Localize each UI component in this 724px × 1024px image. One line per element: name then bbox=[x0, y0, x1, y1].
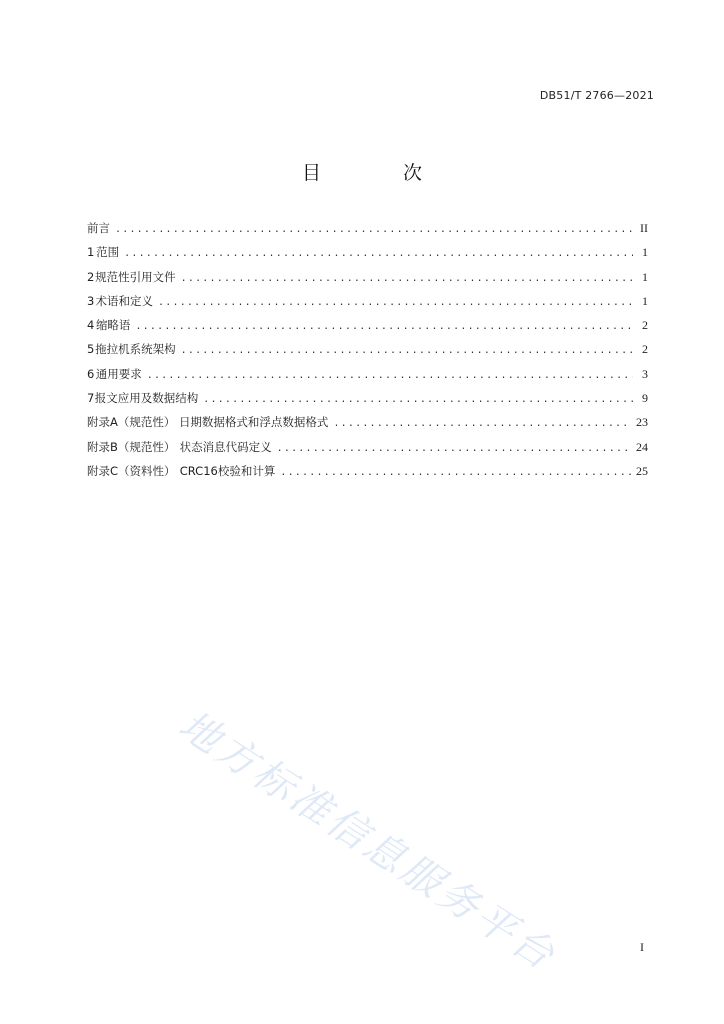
toc-entry-label: 前言 bbox=[87, 221, 110, 235]
toc-dot-leader bbox=[115, 224, 633, 235]
toc-entry-architecture[interactable] bbox=[87, 341, 648, 365]
toc-entry-label: 规范性引用文件 bbox=[95, 269, 176, 284]
toc-entry-page: 1 bbox=[642, 293, 648, 308]
toc-entry-page: 24 bbox=[636, 439, 648, 454]
toc-entry-message-application[interactable] bbox=[87, 390, 648, 414]
toc-entry-page: 2 bbox=[642, 342, 648, 357]
toc-entry-general-requirements[interactable] bbox=[87, 366, 648, 390]
toc-entry-abbreviations[interactable] bbox=[87, 317, 648, 341]
toc-entry-page: 3 bbox=[642, 366, 648, 381]
watermark: 地方标准信息服务平台 bbox=[170, 702, 565, 981]
toc-entry-label: 日期数据格式和浮点数据格式 bbox=[178, 415, 329, 430]
standard-code: DB51/T 2766—2021 bbox=[539, 89, 654, 102]
toc-entry-label: 报文应用及数据结构 bbox=[94, 391, 199, 406]
toc-entry-prefix: 附录A（规范性） bbox=[87, 415, 176, 430]
toc-entry-page: 1 bbox=[642, 269, 648, 284]
toc-entry-page: 1 bbox=[642, 245, 648, 260]
table-of-contents bbox=[87, 220, 648, 487]
toc-entry-label: 拖拉机系统架构 bbox=[95, 342, 176, 357]
toc-entry-label: 范围 bbox=[96, 245, 120, 260]
toc-dot-leader bbox=[277, 443, 631, 454]
toc-dot-leader bbox=[158, 297, 633, 308]
toc-dot-leader bbox=[280, 467, 631, 478]
toc-entry-appendix-c[interactable] bbox=[87, 463, 648, 487]
toc-entry-number: 5 bbox=[87, 342, 95, 357]
page-number: I bbox=[640, 940, 644, 954]
toc-dot-leader bbox=[135, 321, 633, 332]
toc-entry-number: 7 bbox=[87, 391, 95, 406]
toc-entry-page: 25 bbox=[636, 463, 648, 478]
toc-entry-terms[interactable] bbox=[87, 293, 648, 317]
toc-entry-label: 通用要求 bbox=[95, 366, 142, 381]
toc-entry-prefix: 附录C（资料性） bbox=[87, 463, 176, 478]
toc-entry-number: 6 bbox=[87, 366, 95, 381]
toc-entry-scope[interactable] bbox=[87, 244, 648, 268]
toc-dot-leader bbox=[181, 345, 633, 356]
toc-entry-prefix: 附录B（规范性） bbox=[87, 439, 176, 454]
toc-dot-leader bbox=[147, 370, 633, 381]
toc-entry-appendix-b[interactable] bbox=[87, 439, 648, 463]
toc-entry-number: 4 bbox=[87, 318, 95, 333]
toc-entry-page: 2 bbox=[642, 318, 648, 333]
page-title: 目 次 bbox=[301, 162, 461, 184]
toc-entry-page: II bbox=[640, 221, 648, 235]
toc-entry-page: 9 bbox=[642, 391, 648, 406]
toc-entry-normative-references[interactable] bbox=[87, 269, 648, 293]
toc-entry-foreword[interactable] bbox=[87, 220, 648, 244]
toc-entry-number: 1 bbox=[87, 245, 95, 260]
toc-entry-label: 状态消息代码定义 bbox=[179, 439, 272, 454]
toc-entry-page: 23 bbox=[636, 415, 648, 430]
toc-entry-label: CRC16校验和计算 bbox=[179, 463, 276, 478]
toc-entry-number: 3 bbox=[87, 293, 95, 308]
toc-entry-number: 2 bbox=[87, 269, 95, 284]
toc-dot-leader bbox=[124, 248, 633, 259]
toc-dot-leader bbox=[203, 394, 633, 405]
toc-dot-leader bbox=[181, 273, 633, 284]
toc-entry-label: 术语和定义 bbox=[95, 293, 154, 308]
toc-dot-leader bbox=[333, 418, 631, 429]
toc-entry-label: 缩略语 bbox=[95, 318, 131, 333]
toc-entry-appendix-a[interactable] bbox=[87, 414, 648, 438]
